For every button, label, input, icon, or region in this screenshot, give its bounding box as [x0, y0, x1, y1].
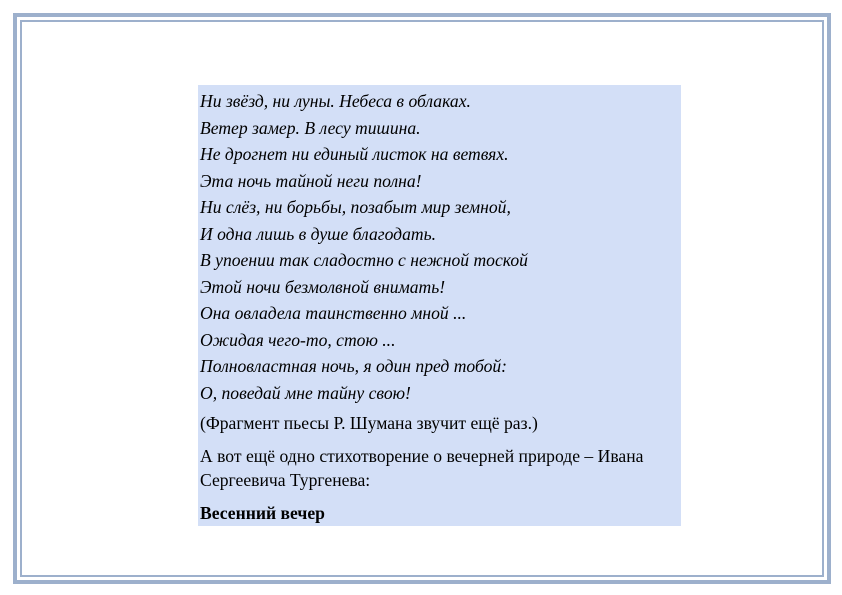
poem-line: Не дрогнет ни единый листок на ветвях. [200, 144, 509, 164]
poem-line: Ни слёз, ни борьбы, позабыт мир земной, [200, 197, 511, 217]
next-poem-title: Весенний вечер [200, 502, 325, 523]
poem-line: Этой ночи безмолвной внимать! [200, 276, 446, 297]
poem-line: О, поведай мне тайну свою! [200, 382, 411, 403]
poem-line: Она овладела таинственно мной ... [200, 303, 467, 323]
poem-line: Ветер замер. В лесу тишина. [200, 117, 421, 138]
poem-line: И одна лишь в душе благодать. [200, 223, 436, 244]
poem-line: Эта ночь тайной неги полна! [200, 170, 422, 191]
intro-text: А вот ещё одно стихотворение о вечерней природе – Ивана Сергеевича Тургенева: [200, 445, 644, 490]
poem-line: Ни звёзд, ни луны. Небеса в облаках. [200, 91, 471, 111]
fragment-note: (Фрагмент пьесы Р. Шумана звучит ещё раз.) [200, 413, 538, 433]
poem-line: В упоении так сладостно с нежной тоской [200, 250, 528, 270]
poem-line: Полновластная ночь, я один пред тобой: [200, 356, 508, 376]
text-box [198, 85, 681, 526]
poem [200, 85, 681, 406]
poem-line: Ожидая чего-то, стою ... [200, 329, 396, 350]
